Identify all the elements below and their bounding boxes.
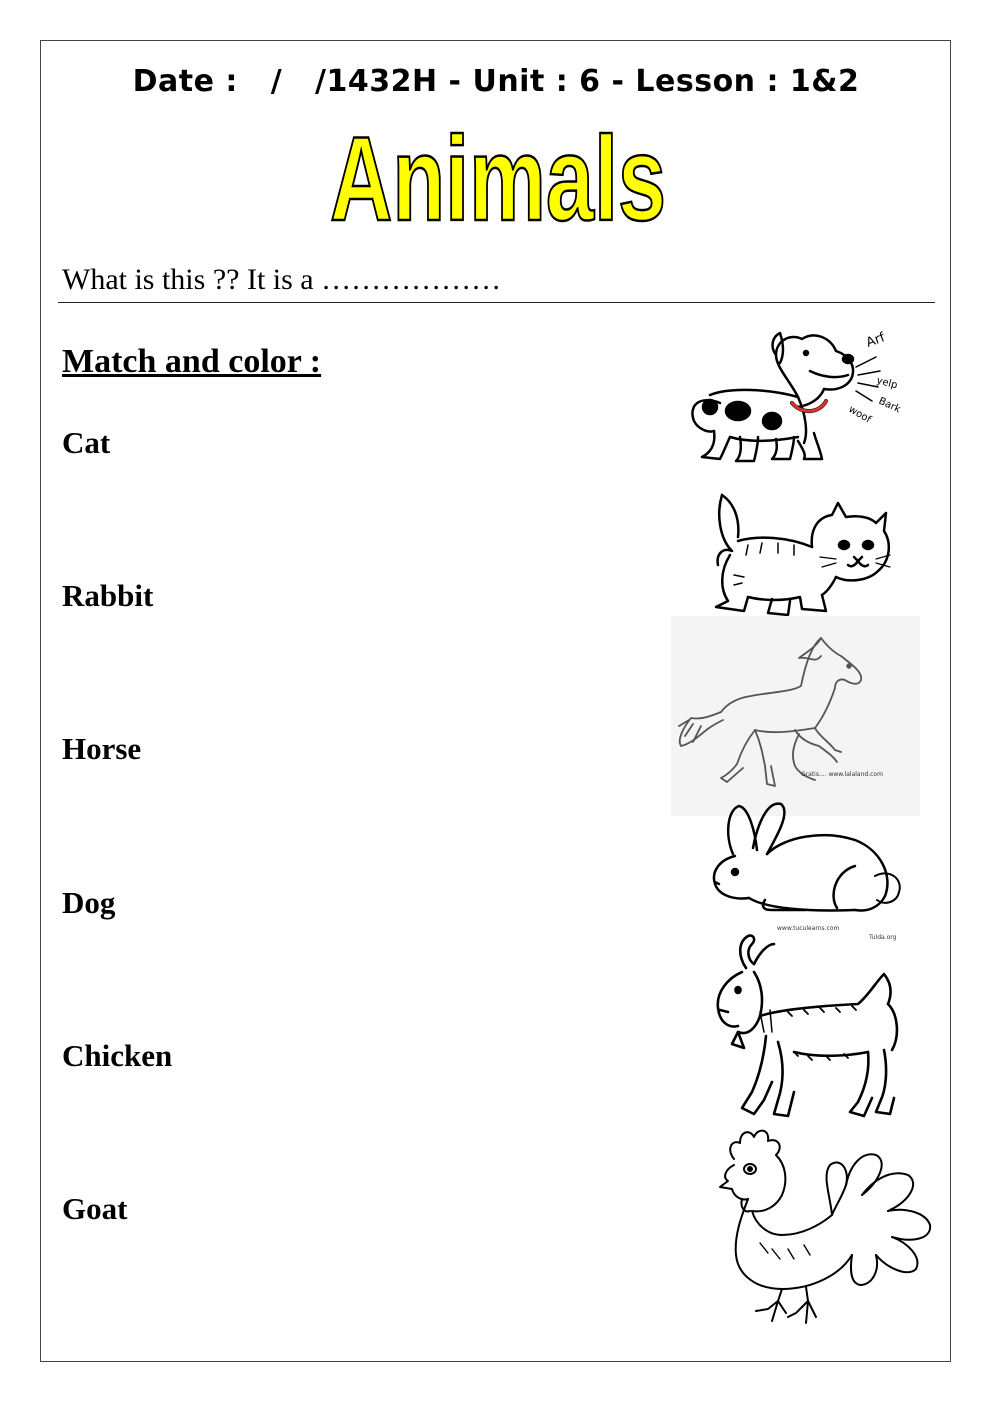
divider-line bbox=[58, 302, 935, 303]
word-cat[interactable]: Cat bbox=[62, 425, 111, 460]
rabbit-credit-2: Tulda.org bbox=[869, 934, 897, 941]
question-prompt: What is this ?? It is a ……………… bbox=[62, 263, 502, 296]
dog-picture[interactable] bbox=[680, 325, 910, 470]
worksheet-title bbox=[318, 100, 678, 246]
svg-text:Bark: Bark bbox=[876, 395, 903, 416]
chicken-picture[interactable] bbox=[712, 1125, 942, 1325]
rabbit-credit: www.tuculearns.com bbox=[777, 925, 840, 932]
word-dog[interactable]: Dog bbox=[62, 885, 116, 920]
title-text: Animals bbox=[330, 112, 666, 246]
svg-text:yelp: yelp bbox=[875, 375, 899, 392]
svg-text:woof: woof bbox=[846, 404, 873, 426]
goat-drawing bbox=[718, 936, 897, 1116]
rabbit-picture[interactable] bbox=[705, 796, 905, 946]
word-horse[interactable]: Horse bbox=[62, 731, 142, 766]
rabbit-drawing bbox=[714, 804, 900, 911]
word-rabbit[interactable]: Rabbit bbox=[62, 578, 154, 613]
word-chicken[interactable]: Chicken bbox=[62, 1038, 173, 1073]
word-goat[interactable]: Goat bbox=[62, 1191, 128, 1226]
dog-drawing bbox=[692, 330, 902, 461]
date-line: Date : / /1432H - Unit : 6 - Lesson : 1&2 bbox=[132, 64, 860, 99]
cat-picture[interactable] bbox=[708, 485, 898, 620]
goat-picture[interactable] bbox=[708, 932, 908, 1122]
horse-credit: Gratis.... www.lalaland.com bbox=[801, 771, 883, 778]
exercise-heading: Match and color : bbox=[62, 343, 322, 380]
cat-drawing bbox=[716, 495, 890, 615]
chicken-drawing bbox=[720, 1131, 930, 1323]
svg-text:Arf: Arf bbox=[864, 330, 888, 351]
horse-picture[interactable] bbox=[671, 616, 920, 816]
